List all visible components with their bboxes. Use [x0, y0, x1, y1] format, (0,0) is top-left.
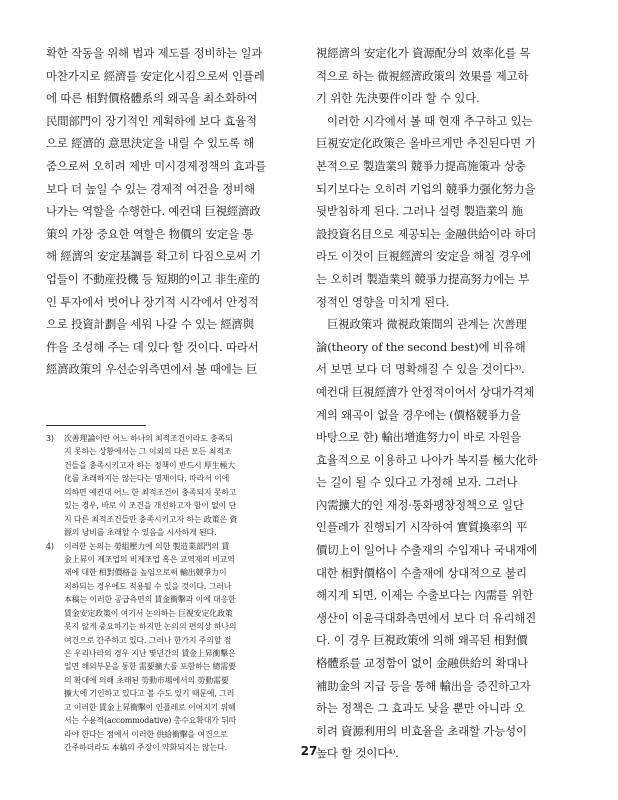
footnote-line: [46, 513, 314, 526]
footnote-line: [46, 660, 314, 673]
body-text-line: 대한 相對價格이 수출재에 상대적으로 불리: [316, 565, 527, 580]
body-text-line: 經濟政策의 우선순위측면에서 볼 때에는 巨: [46, 362, 258, 377]
footnote-text: 源의 낭비를 초래할 수 있음을 시사하게 된다.: [64, 528, 217, 538]
body-text-line: 바탕으로 한) 輸出增進努力이 바로 자원을: [316, 430, 522, 445]
footnote-text: 이러한 논의는 勞組壓力에 의한 製造業部門의 賃: [64, 541, 230, 551]
body-text-line: 정적인 영향을 미치게 된다.: [316, 294, 450, 309]
footnote-text: 지 다른 최적조건들만 충족시키고자 하는 政策은 資: [64, 514, 238, 524]
footnote-text: 本稿는 이러한 공급측면의 賃金衝擊과 이에 대응한: [64, 595, 236, 605]
body-text-line: 높다 할 것이다⁴⁾.: [316, 746, 399, 761]
body-text-line: 라도 이것이 巨視經濟의 安定을 해칠 경우에: [316, 249, 532, 264]
footnote-line: [46, 553, 314, 566]
footnote-line: [46, 674, 314, 687]
footnote-line: [46, 499, 314, 512]
footnote-text: 賃金安定政策이 여기서 논의하는 巨視安定化政策: [64, 608, 233, 618]
body-text-line: 는 오히려 製造業의 競爭力提高努力에는 부: [316, 271, 530, 286]
paragraph-start-line: 巨視政策과 微視政策間의 관계는 次善理: [327, 317, 527, 332]
footnote-line: [46, 486, 314, 499]
footnote-divider: [46, 425, 146, 426]
body-text-line: 본적으로 製造業의 競爭力提高施策과 상충: [316, 158, 526, 173]
footnote-text: 은 우리나라의 경우 지난 몇년간의 賃金上昇衝擊은: [64, 649, 236, 658]
body-text-line: 으로 經濟的 意思決定을 내릴 수 있도록 해: [46, 136, 255, 151]
footnote-text: 金上昇이 제조업의 비제조업 혹은 교역재의 비교역: [64, 554, 235, 564]
footnote-text: 서는 수용적(accommodative) 총수요확대가 뒤따: [64, 716, 237, 726]
footnotes: [46, 432, 314, 755]
footnote-text: 여건으로 간주하고 있다. 그러나 한가지 주의할 점: [64, 635, 232, 645]
right-column: [316, 42, 578, 765]
footnote-text: 저하되는 경우에도 적용될 수 있을 것이다. 그러나: [64, 581, 232, 591]
footnote-line: [46, 714, 314, 727]
body-text-line: 內需擴大的인 재정·통화팽창정책으로 일단: [316, 497, 524, 512]
footnote-text: 있는 경우, 바로 이 조건을 개선하고자 함이 없이 단: [64, 501, 237, 511]
footnote-line: [46, 607, 314, 620]
body-text-line: 해 經濟의 安定基調를 확고히 다짐으로써 기: [46, 249, 262, 264]
body-text-line: 하는 정책은 그 효과도 낮을 뿐만 아니라 오: [316, 701, 525, 716]
footnote-line: [46, 620, 314, 633]
footnote-line: [46, 634, 314, 647]
footnote-text: 라야 한다는 점에서 이러한 供給衝擊을 여건으로: [64, 729, 228, 739]
footnote-line: [46, 687, 314, 700]
body-text-line: 생산이 이윤극대화측면에서 보다 더 유리해진: [316, 610, 537, 625]
body-text-line: 視經濟의 安定化가 資源配分의 效率化를 목: [316, 46, 531, 60]
body-text-line: 다. 이 경우 巨視政策에 의해 왜곡된 相對價: [316, 633, 528, 648]
body-text-line: 줌으로써 오히려 제반 미시경제정책의 효과를: [46, 158, 267, 173]
body-text-line: 되기보다는 오히려 기업의 競爭力强化努力을: [316, 181, 536, 196]
body-text-line: 나가는 역할을 수행한다. 예컨대 巨視經濟政: [46, 204, 261, 219]
footnote-number: 3): [46, 434, 54, 443]
body-text-line: 에 따른 相對價格體系의 왜곡을 최소화하여: [46, 91, 258, 106]
body-text-line: 格體系를 교정함이 없이 金融供給의 확대나: [316, 656, 528, 671]
body-text-line: 巨視安定化政策은 올바르게만 추진된다면 기: [316, 136, 536, 151]
body-text-line: 인플레가 진행되기 시작하여 實質換率의 平: [316, 520, 528, 535]
body-text-line: 서 보면 보다 더 명확해질 수 있을 것이다³⁾.: [316, 362, 525, 377]
body-text-line: 價切上이 일어나 수출재의 수입재나 국내재에: [316, 543, 538, 558]
body-text-line: 해지게 되면, 이제는 수출보다는 內需를 위한: [316, 588, 533, 603]
footnote-text: 간주하더라도 本稿의 주장이 약화되지는 않는다.: [64, 743, 228, 753]
body-text-line: 民間部門이 장기적인 계획하에 보다 효율적: [46, 113, 257, 128]
footnote-text: 지 못하는 상황에서는 그 이외의 다른 모든 최적조: [64, 447, 232, 457]
footnote-text: 일면 해외부문을 통한 需要擴大를 포함하는 總需要: [64, 662, 236, 672]
body-text-line: 으로 投資計劃을 세워 나갈 수 있는 經濟與: [46, 317, 255, 332]
body-text-line: 히려 資源利用의 비효율을 초래할 가능성이: [316, 723, 527, 738]
footnote-text: 못지 않게 중요하기는 하지만 논의의 편의상 하나의: [64, 622, 237, 632]
body-text-line: 기 위한 先決要件이라 할 수 있다.: [316, 91, 480, 106]
footnote-line: [46, 445, 314, 458]
footnote-text: 化를 초래하지는 않는다는 명제이다. 따라서 이에: [64, 474, 230, 484]
body-text-line: 論(theory of the second best)에 비유해: [316, 339, 526, 354]
body-text-line: 적으로 하는 微視經濟政策의 效果를 제고하: [316, 68, 529, 83]
footnote-line: [46, 701, 314, 714]
footnote-number: 4): [46, 541, 54, 551]
footnote-line: [46, 526, 314, 539]
body-text-line: 件을 조성해 주는 데 있다 할 것이다. 따라서: [46, 339, 259, 354]
footnote-start-line: [46, 432, 314, 445]
body-text-line: 계의 왜곡이 없을 경우에는 (價格競爭力을: [316, 407, 521, 422]
footnote-text: 건들을 충족시키고자 하는 정책이 반드시 厚生極大: [64, 460, 236, 470]
footnote-text: 擴大에 기인하고 있다고 볼 수도 있기 때문에, 그러: [64, 689, 235, 699]
body-text-line: 뒷받침하게 된다. 그러나 설령 製造業의 施: [316, 204, 523, 219]
body-text-line: 는 길이 될 수 있다고 가정해 보자. 그러나: [316, 475, 518, 490]
footnote-line: [46, 459, 314, 472]
footnote-line: [46, 647, 314, 660]
body-text-line: 확한 작동을 위해 법과 제도를 정비하는 일과: [46, 46, 263, 60]
footnote-line: [46, 728, 314, 741]
page-number: 27: [300, 744, 318, 758]
footnote-text: 次善理論이란 어느 하나의 최적조건이라도 충족되: [64, 434, 233, 443]
footnote-line: [46, 580, 314, 593]
body-text-line: 策의 가장 중요한 역할은 物價의 安定을 통: [46, 226, 254, 241]
body-text-line: 효율적으로 이용하고 나아가 복지를 極大化하: [316, 452, 538, 467]
footnote-start-line: [46, 540, 314, 553]
body-text-line: 補助金의 지급 등을 통해 輸出을 증진하고자: [316, 678, 531, 693]
footnote-text: 재에 대한 相對價格을 높임으로써 輸出競爭力이: [64, 568, 227, 578]
footnote-text: 의 확대에 의해 초래된 勞動市場에서의 勞動需要: [64, 675, 229, 685]
body-text-line: 업들이 不動産投機 등 短期的이고 非生産的: [46, 271, 260, 286]
footnote-text: 고 이러한 賃金上昇衝擊이 인플레로 이어지기 위해: [64, 702, 236, 712]
footnote-line: [46, 472, 314, 485]
footnote-line: [46, 566, 314, 579]
body-text-line: 마찬가지로 經濟를 安定化시킴으로써 인플레: [46, 68, 265, 83]
body-text-line: 보다 더 높일 수 있는 경제적 여건을 정비해: [46, 181, 255, 196]
paragraph-start-line: 이러한 시각에서 볼 때 현재 추구하고 있는: [327, 113, 533, 128]
footnote-text: 의하면 예컨대 어느 한 최적조건이 충족되지 못하고: [64, 487, 237, 497]
body-text-line: 예컨대 巨視經濟가 안정적이어서 상대가격체: [316, 384, 535, 399]
body-text-line: 인 투자에서 벗어나 장기적 시각에서 안정적: [46, 294, 259, 309]
footnote-line: [46, 593, 314, 606]
body-text-line: 設投資名目으로 제공되는 金融供給이라 하더: [316, 226, 537, 241]
left-column: [46, 42, 310, 381]
